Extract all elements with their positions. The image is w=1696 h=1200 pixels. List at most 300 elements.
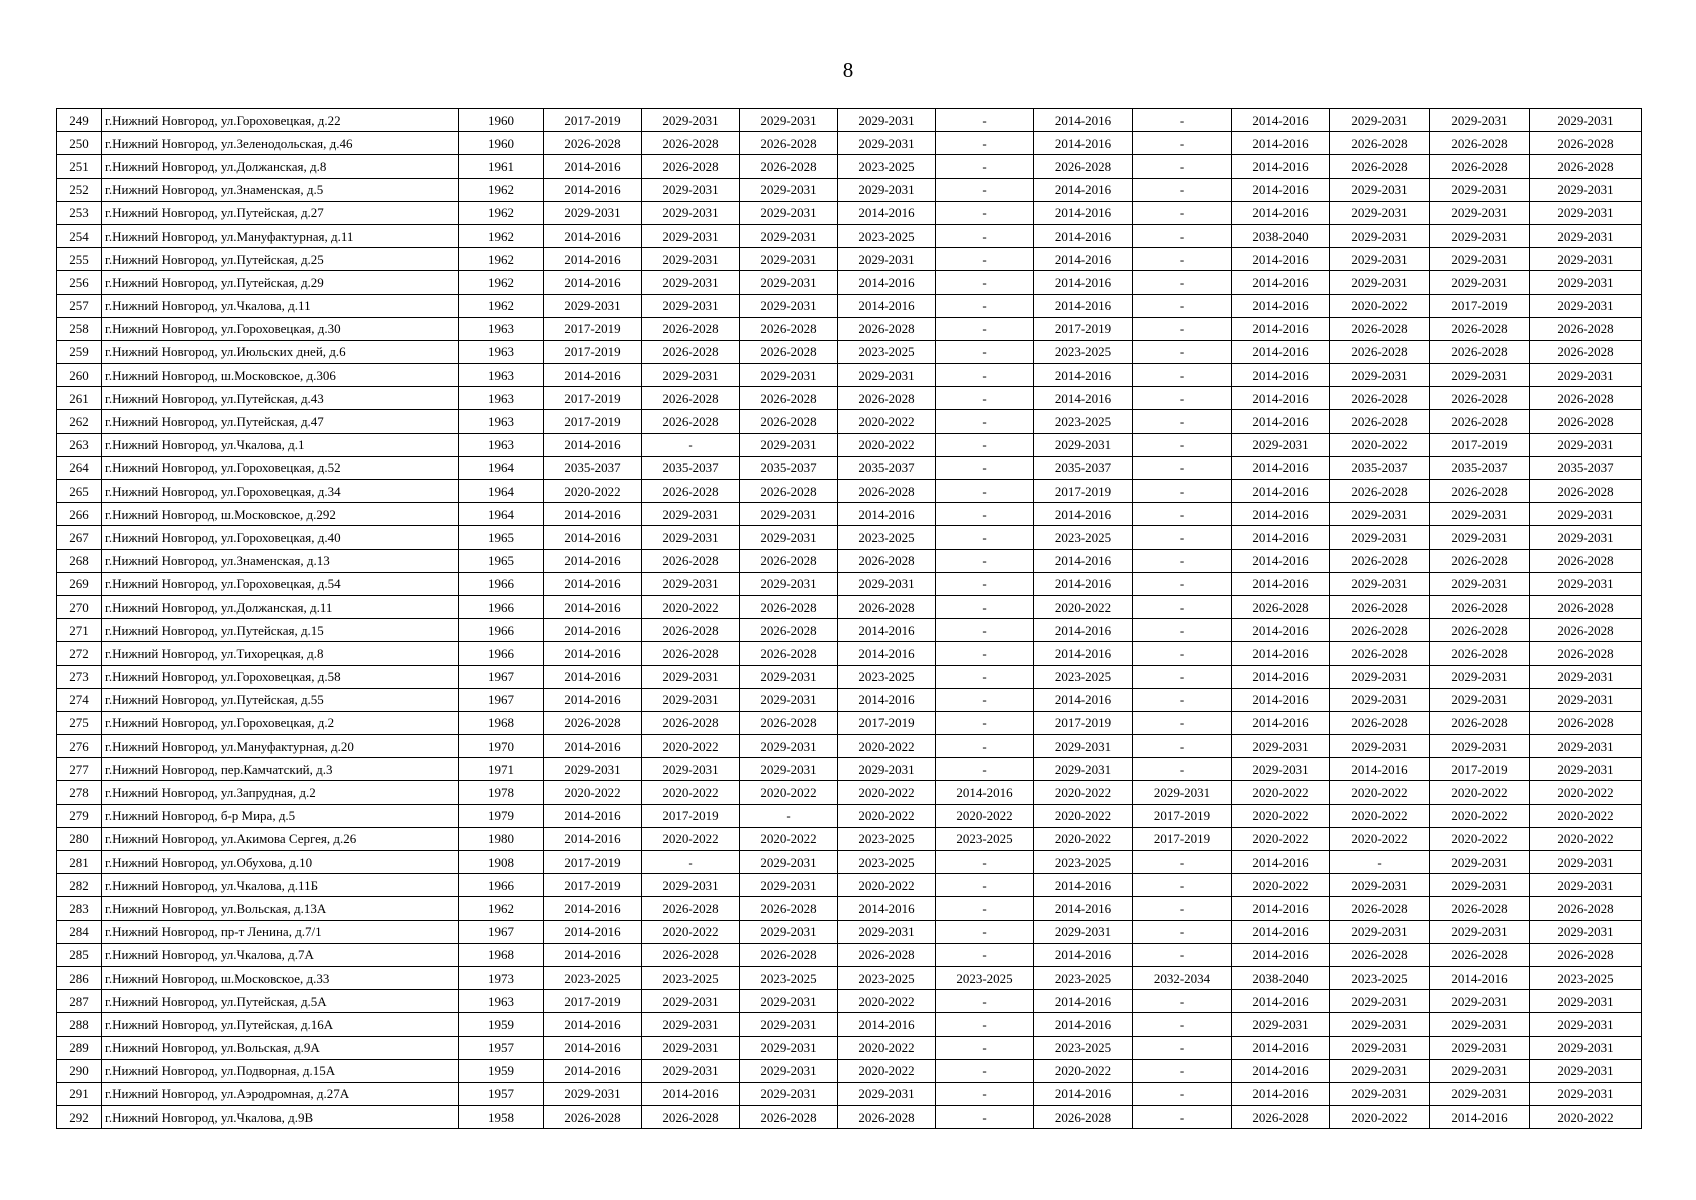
period-cell: 2029-2031	[1430, 503, 1530, 526]
period-cell: 2026-2028	[1330, 897, 1430, 920]
address-cell: г.Нижний Новгород, ул.Обухова, д.10	[102, 851, 459, 874]
period-cell: 2026-2028	[544, 1106, 642, 1129]
page-number: 8	[842, 58, 854, 82]
row-number-cell: 267	[57, 526, 102, 549]
period-cell: -	[936, 572, 1034, 595]
period-cell: 2026-2028	[1530, 711, 1642, 734]
period-cell: 2029-2031	[544, 294, 642, 317]
period-cell: 2014-2016	[544, 364, 642, 387]
period-cell: -	[936, 526, 1034, 549]
period-cell: -	[1133, 920, 1232, 943]
period-cell: 2014-2016	[838, 271, 936, 294]
period-cell: 2020-2022	[1330, 433, 1430, 456]
period-cell: 2029-2031	[1430, 109, 1530, 132]
period-cell: 2029-2031	[1530, 433, 1642, 456]
period-cell: 2035-2037	[740, 456, 838, 479]
period-cell: -	[1133, 711, 1232, 734]
period-cell: 2029-2031	[642, 178, 740, 201]
period-cell: 2029-2031	[1330, 271, 1430, 294]
period-cell: 2026-2028	[1330, 549, 1430, 572]
period-cell: 2026-2028	[1430, 595, 1530, 618]
period-cell: 2029-2031	[642, 874, 740, 897]
period-cell: 2029-2031	[1430, 224, 1530, 247]
period-cell: -	[1133, 642, 1232, 665]
period-cell: 2014-2016	[1232, 155, 1330, 178]
year-built-cell: 1963	[459, 317, 544, 340]
period-cell: -	[936, 619, 1034, 642]
table-row	[57, 943, 1642, 966]
period-cell: 2029-2031	[740, 503, 838, 526]
period-cell: 2035-2037	[1430, 456, 1530, 479]
year-built-cell: 1964	[459, 503, 544, 526]
table-row	[57, 549, 1642, 572]
period-cell: 2026-2028	[1330, 943, 1430, 966]
period-cell: 2029-2031	[740, 851, 838, 874]
period-cell: 2029-2031	[838, 1082, 936, 1105]
period-cell: 2014-2016	[1232, 456, 1330, 479]
address-cell: г.Нижний Новгород, ул.Знаменская, д.5	[102, 178, 459, 201]
year-built-cell: 1967	[459, 688, 544, 711]
address-cell: г.Нижний Новгород, б-р Мира, д.5	[102, 804, 459, 827]
table-row	[57, 711, 1642, 734]
period-cell: 2026-2028	[1530, 387, 1642, 410]
period-cell: 2020-2022	[1034, 595, 1133, 618]
period-cell: -	[1133, 364, 1232, 387]
period-cell: -	[1133, 503, 1232, 526]
table-row	[57, 966, 1642, 989]
table-row	[57, 804, 1642, 827]
buildings-table	[56, 108, 1642, 1129]
period-cell: 2020-2022	[544, 480, 642, 503]
period-cell: 2029-2031	[642, 201, 740, 224]
period-cell: 2020-2022	[544, 781, 642, 804]
year-built-cell: 1964	[459, 456, 544, 479]
period-cell: 2020-2022	[642, 595, 740, 618]
period-cell: 2017-2019	[544, 874, 642, 897]
row-number-cell: 291	[57, 1082, 102, 1105]
period-cell: -	[1133, 688, 1232, 711]
period-cell: 2014-2016	[544, 248, 642, 271]
period-cell: -	[1133, 572, 1232, 595]
period-cell: 2029-2031	[1330, 1082, 1430, 1105]
period-cell: 2023-2025	[838, 827, 936, 850]
row-number-cell: 265	[57, 480, 102, 503]
period-cell: 2029-2031	[740, 201, 838, 224]
year-built-cell: 1966	[459, 619, 544, 642]
address-cell: г.Нижний Новгород, ул.Гороховецкая, д.40	[102, 526, 459, 549]
address-cell: г.Нижний Новгород, ул.Чкалова, д.7А	[102, 943, 459, 966]
period-cell: 2026-2028	[1530, 155, 1642, 178]
period-cell: 2026-2028	[1430, 387, 1530, 410]
year-built-cell: 1967	[459, 665, 544, 688]
period-cell: 2029-2031	[740, 526, 838, 549]
period-cell: 2029-2031	[1330, 248, 1430, 271]
period-cell: -	[1133, 271, 1232, 294]
period-cell: 2029-2031	[1232, 758, 1330, 781]
period-cell: 2020-2022	[838, 1036, 936, 1059]
period-cell: 2026-2028	[642, 1106, 740, 1129]
period-cell: -	[1133, 595, 1232, 618]
period-cell: 2029-2031	[1530, 851, 1642, 874]
row-number-cell: 259	[57, 340, 102, 363]
row-number-cell: 258	[57, 317, 102, 340]
period-cell: 2014-2016	[1034, 178, 1133, 201]
period-cell: 2023-2025	[838, 526, 936, 549]
period-cell: 2014-2016	[1034, 642, 1133, 665]
period-cell: 2026-2028	[740, 943, 838, 966]
period-cell: 2014-2016	[1232, 410, 1330, 433]
period-cell: -	[936, 711, 1034, 734]
period-cell: 2026-2028	[1330, 595, 1430, 618]
period-cell: 2017-2019	[544, 317, 642, 340]
year-built-cell: 1965	[459, 549, 544, 572]
period-cell: 2014-2016	[544, 943, 642, 966]
period-cell: 2017-2019	[544, 990, 642, 1013]
period-cell: 2023-2025	[838, 966, 936, 989]
year-built-cell: 1962	[459, 224, 544, 247]
period-cell: 2020-2022	[1430, 827, 1530, 850]
period-cell: -	[1133, 109, 1232, 132]
period-cell: 2026-2028	[544, 132, 642, 155]
period-cell: 2029-2031	[642, 294, 740, 317]
table-row	[57, 503, 1642, 526]
period-cell: 2026-2028	[838, 480, 936, 503]
period-cell: 2026-2028	[1530, 619, 1642, 642]
row-number-cell: 269	[57, 572, 102, 595]
period-cell: 2020-2022	[1530, 1106, 1642, 1129]
period-cell: -	[936, 132, 1034, 155]
period-cell: 2014-2016	[1034, 248, 1133, 271]
period-cell: 2014-2016	[1034, 224, 1133, 247]
table-row	[57, 155, 1642, 178]
address-cell: г.Нижний Новгород, ул.Мануфактурная, д.20	[102, 735, 459, 758]
period-cell: 2029-2031	[1330, 990, 1430, 1013]
period-cell: -	[936, 735, 1034, 758]
period-cell: 2029-2031	[838, 920, 936, 943]
period-cell: 2026-2028	[740, 155, 838, 178]
period-cell: 2020-2022	[1530, 827, 1642, 850]
period-cell: 2029-2031	[1430, 1013, 1530, 1036]
period-cell: -	[936, 155, 1034, 178]
address-cell: г.Нижний Новгород, ул.Июльских дней, д.6	[102, 340, 459, 363]
table-row	[57, 572, 1642, 595]
period-cell: -	[1133, 294, 1232, 317]
period-cell: -	[936, 1059, 1034, 1082]
period-cell: 2017-2019	[544, 109, 642, 132]
year-built-cell: 1957	[459, 1036, 544, 1059]
period-cell: -	[936, 271, 1034, 294]
row-number-cell: 274	[57, 688, 102, 711]
table-row	[57, 271, 1642, 294]
period-cell: 2029-2031	[740, 1082, 838, 1105]
period-cell: -	[936, 1106, 1034, 1129]
period-cell: -	[936, 248, 1034, 271]
period-cell: -	[1133, 317, 1232, 340]
period-cell: 2029-2031	[740, 920, 838, 943]
period-cell: -	[936, 178, 1034, 201]
row-number-cell: 288	[57, 1013, 102, 1036]
period-cell: -	[936, 874, 1034, 897]
period-cell: 2020-2022	[838, 433, 936, 456]
period-cell: 2026-2028	[1430, 480, 1530, 503]
period-cell: -	[1133, 224, 1232, 247]
period-cell: 2014-2016	[544, 526, 642, 549]
period-cell: 2017-2019	[642, 804, 740, 827]
row-number-cell: 249	[57, 109, 102, 132]
period-cell: 2023-2025	[1034, 966, 1133, 989]
period-cell: 2023-2025	[1034, 851, 1133, 874]
year-built-cell: 1971	[459, 758, 544, 781]
table-row	[57, 758, 1642, 781]
period-cell: 2020-2022	[1232, 827, 1330, 850]
period-cell: 2020-2022	[1530, 804, 1642, 827]
period-cell: -	[642, 851, 740, 874]
period-cell: 2014-2016	[1034, 1013, 1133, 1036]
period-cell: 2014-2016	[1034, 897, 1133, 920]
period-cell: 2020-2022	[1330, 781, 1430, 804]
period-cell: 2029-2031	[1034, 758, 1133, 781]
address-cell: г.Нижний Новгород, ул.Гороховецкая, д.52	[102, 456, 459, 479]
row-number-cell: 262	[57, 410, 102, 433]
period-cell: 2020-2022	[1034, 781, 1133, 804]
row-number-cell: 266	[57, 503, 102, 526]
period-cell: 2020-2022	[1330, 827, 1430, 850]
period-cell: 2029-2031	[1430, 364, 1530, 387]
period-cell: 2014-2016	[1034, 572, 1133, 595]
period-cell: 2026-2028	[740, 595, 838, 618]
period-cell: 2029-2031	[838, 178, 936, 201]
year-built-cell: 1966	[459, 572, 544, 595]
period-cell: -	[1133, 1013, 1232, 1036]
address-cell: г.Нижний Новгород, ул.Чкалова, д.1	[102, 433, 459, 456]
period-cell: -	[1133, 526, 1232, 549]
period-cell: 2020-2022	[838, 781, 936, 804]
period-cell: 2026-2028	[1530, 595, 1642, 618]
period-cell: 2029-2031	[1330, 920, 1430, 943]
year-built-cell: 1962	[459, 897, 544, 920]
row-number-cell: 276	[57, 735, 102, 758]
period-cell: 2014-2016	[1430, 966, 1530, 989]
period-cell: 2029-2031	[1430, 735, 1530, 758]
period-cell: 2026-2028	[1232, 595, 1330, 618]
address-cell: г.Нижний Новгород, ул.Гороховецкая, д.22	[102, 109, 459, 132]
period-cell: 2014-2016	[544, 1013, 642, 1036]
period-cell: 2026-2028	[740, 619, 838, 642]
period-cell: 2026-2028	[740, 317, 838, 340]
period-cell: 2026-2028	[642, 155, 740, 178]
year-built-cell: 1963	[459, 990, 544, 1013]
period-cell: 2026-2028	[642, 387, 740, 410]
period-cell: 2014-2016	[1034, 549, 1133, 572]
period-cell: 2029-2031	[740, 224, 838, 247]
table-row	[57, 340, 1642, 363]
year-built-cell: 1980	[459, 827, 544, 850]
period-cell: 2014-2016	[1034, 990, 1133, 1013]
period-cell: 2017-2019	[838, 711, 936, 734]
period-cell: 2026-2028	[1530, 642, 1642, 665]
period-cell: 2017-2019	[1034, 317, 1133, 340]
period-cell: 2014-2016	[1232, 572, 1330, 595]
period-cell: 2029-2031	[642, 224, 740, 247]
period-cell: 2020-2022	[740, 827, 838, 850]
period-cell: 2026-2028	[740, 1106, 838, 1129]
year-built-cell: 1962	[459, 271, 544, 294]
row-number-cell: 250	[57, 132, 102, 155]
period-cell: -	[1330, 851, 1430, 874]
period-cell: 2026-2028	[1330, 132, 1430, 155]
period-cell: 2014-2016	[544, 595, 642, 618]
period-cell: 2026-2028	[740, 132, 838, 155]
period-cell: 2029-2031	[1330, 572, 1430, 595]
period-cell: 2029-2031	[740, 1013, 838, 1036]
period-cell: -	[1133, 943, 1232, 966]
period-cell: 2023-2025	[1034, 1036, 1133, 1059]
period-cell: 2029-2031	[1530, 665, 1642, 688]
period-cell: 2014-2016	[544, 920, 642, 943]
period-cell: -	[936, 1036, 1034, 1059]
period-cell: 2014-2016	[1034, 364, 1133, 387]
period-cell: 2029-2031	[642, 526, 740, 549]
period-cell: -	[936, 364, 1034, 387]
row-number-cell: 282	[57, 874, 102, 897]
period-cell: 2014-2016	[1232, 387, 1330, 410]
period-cell: 2014-2016	[1232, 711, 1330, 734]
row-number-cell: 272	[57, 642, 102, 665]
period-cell: 2014-2016	[1232, 132, 1330, 155]
period-cell: 2029-2031	[1530, 758, 1642, 781]
period-cell: 2026-2028	[1430, 549, 1530, 572]
table-row	[57, 526, 1642, 549]
period-cell: 2017-2019	[1034, 480, 1133, 503]
period-cell: -	[1133, 248, 1232, 271]
address-cell: г.Нижний Новгород, ул.Путейская, д.55	[102, 688, 459, 711]
period-cell: 2014-2016	[838, 503, 936, 526]
period-cell: 2029-2031	[1530, 920, 1642, 943]
period-cell: 2014-2016	[544, 804, 642, 827]
period-cell: 2014-2016	[1034, 109, 1133, 132]
row-number-cell: 286	[57, 966, 102, 989]
table-row	[57, 990, 1642, 1013]
period-cell: 2020-2022	[1034, 804, 1133, 827]
row-number-cell: 251	[57, 155, 102, 178]
row-number-cell: 292	[57, 1106, 102, 1129]
period-cell: 2023-2025	[838, 224, 936, 247]
address-cell: г.Нижний Новгород, ул.Гороховецкая, д.58	[102, 665, 459, 688]
period-cell: 2020-2022	[936, 804, 1034, 827]
year-built-cell: 1963	[459, 387, 544, 410]
period-cell: 2026-2028	[740, 387, 838, 410]
year-built-cell: 1968	[459, 943, 544, 966]
period-cell: 2026-2028	[740, 711, 838, 734]
period-cell: 2035-2037	[1530, 456, 1642, 479]
period-cell: 2014-2016	[1232, 990, 1330, 1013]
period-cell: 2023-2025	[1034, 526, 1133, 549]
period-cell: 2029-2031	[1530, 364, 1642, 387]
period-cell: 2020-2022	[642, 781, 740, 804]
row-number-cell: 253	[57, 201, 102, 224]
period-cell: 2029-2031	[1330, 1059, 1430, 1082]
period-cell: 2029-2031	[1530, 688, 1642, 711]
table-row	[57, 132, 1642, 155]
year-built-cell: 1965	[459, 526, 544, 549]
period-cell: 2014-2016	[838, 642, 936, 665]
row-number-cell: 283	[57, 897, 102, 920]
year-built-cell: 1973	[459, 966, 544, 989]
table-row	[57, 781, 1642, 804]
address-cell: г.Нижний Новгород, пер.Камчатский, д.3	[102, 758, 459, 781]
period-cell: -	[936, 433, 1034, 456]
table-row	[57, 665, 1642, 688]
table-row	[57, 642, 1642, 665]
period-cell: 2026-2028	[1034, 1106, 1133, 1129]
period-cell: 2026-2028	[1330, 711, 1430, 734]
period-cell: 2026-2028	[740, 410, 838, 433]
period-cell: -	[936, 480, 1034, 503]
row-number-cell: 271	[57, 619, 102, 642]
year-built-cell: 1970	[459, 735, 544, 758]
period-cell: 2014-2016	[1034, 688, 1133, 711]
period-cell: 2029-2031	[1530, 1013, 1642, 1036]
row-number-cell: 257	[57, 294, 102, 317]
period-cell: 2020-2022	[740, 781, 838, 804]
period-cell: 2029-2031	[1330, 526, 1430, 549]
period-cell: 2014-2016	[1034, 132, 1133, 155]
year-built-cell: 1966	[459, 595, 544, 618]
period-cell: 2026-2028	[1330, 340, 1430, 363]
period-cell: 2026-2028	[1430, 619, 1530, 642]
period-cell: 2026-2028	[1530, 410, 1642, 433]
period-cell: 2026-2028	[1430, 897, 1530, 920]
period-cell: 2014-2016	[544, 572, 642, 595]
period-cell: 2014-2016	[1232, 317, 1330, 340]
period-cell: 2029-2031	[838, 132, 936, 155]
period-cell: 2029-2031	[1530, 224, 1642, 247]
period-cell: -	[1133, 132, 1232, 155]
period-cell: -	[1133, 1106, 1232, 1129]
period-cell: 2029-2031	[1330, 224, 1430, 247]
period-cell: 2014-2016	[1232, 109, 1330, 132]
period-cell: 2029-2031	[1330, 178, 1430, 201]
period-cell: 2023-2025	[838, 340, 936, 363]
address-cell: г.Нижний Новгород, ул.Путейская, д.29	[102, 271, 459, 294]
period-cell: 2029-2031	[1330, 503, 1430, 526]
period-cell: 2026-2028	[1530, 132, 1642, 155]
period-cell: 2029-2031	[1430, 1082, 1530, 1105]
period-cell: 2035-2037	[1034, 456, 1133, 479]
period-cell: 2020-2022	[1330, 804, 1430, 827]
period-cell: 2026-2028	[642, 317, 740, 340]
period-cell: 2014-2016	[1034, 619, 1133, 642]
year-built-cell: 1979	[459, 804, 544, 827]
period-cell: 2029-2031	[1530, 201, 1642, 224]
period-cell: 2014-2016	[544, 688, 642, 711]
period-cell: -	[936, 201, 1034, 224]
address-cell: г.Нижний Новгород, ул.Аэродромная, д.27А	[102, 1082, 459, 1105]
row-number-cell: 252	[57, 178, 102, 201]
period-cell: 2029-2031	[740, 990, 838, 1013]
period-cell: 2029-2031	[1430, 572, 1530, 595]
table-row	[57, 688, 1642, 711]
period-cell: 2026-2028	[838, 595, 936, 618]
address-cell: г.Нижний Новгород, ул.Путейская, д.43	[102, 387, 459, 410]
address-cell: г.Нижний Новгород, ул.Запрудная, д.2	[102, 781, 459, 804]
year-built-cell: 1966	[459, 642, 544, 665]
period-cell: 2026-2028	[1430, 711, 1530, 734]
period-cell: 2014-2016	[1232, 619, 1330, 642]
period-cell: -	[1133, 549, 1232, 572]
period-cell: 2029-2031	[740, 688, 838, 711]
period-cell: 2014-2016	[544, 224, 642, 247]
